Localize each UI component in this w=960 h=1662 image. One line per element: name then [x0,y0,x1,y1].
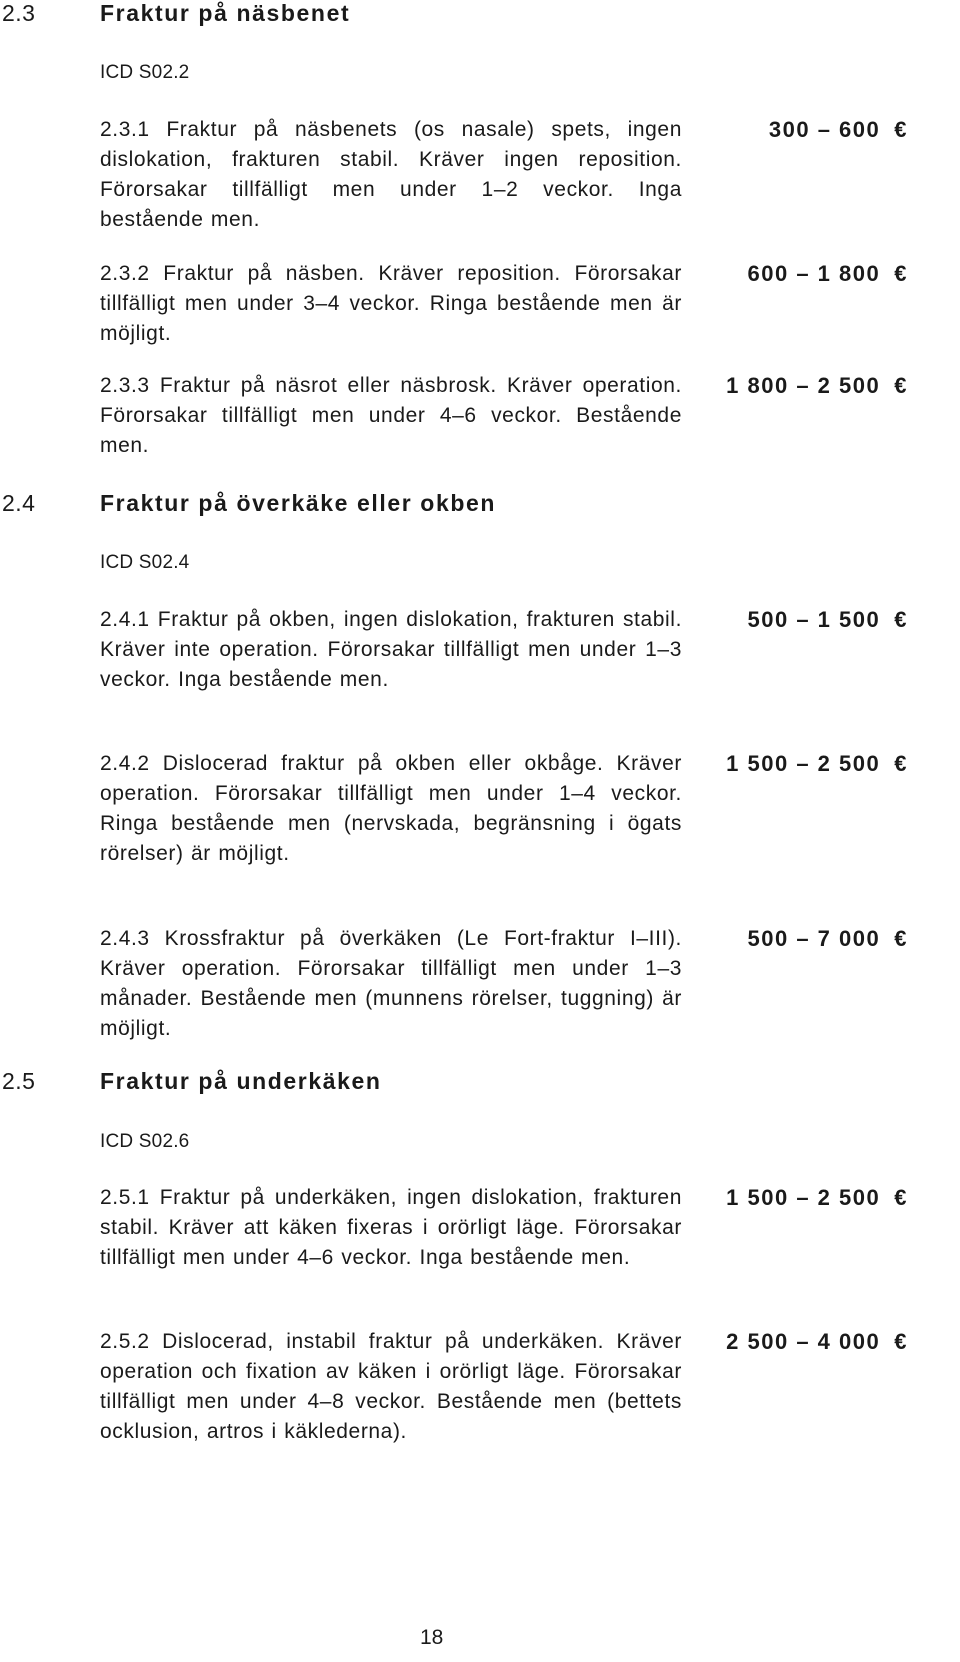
amount-range [726,1185,908,1211]
icd-code: ICD S02.6 [100,1131,190,1152]
euro-icon: € [894,117,908,142]
amount-range [726,1329,908,1355]
euro-icon: € [894,1185,908,1210]
amount-value: 500 – 1 500 [747,607,881,632]
section-number: 2.4 [2,490,36,516]
list-item: 2.3.3 Fraktur på näsrot eller näsbrosk. Kräver operation. Förorsakar tillfälligt men under 4–6 veckor. Bestående men. [100,374,682,457]
list-item: 2.5.1 Fraktur på underkäken, ingen dislokation, frakturen stabil. Kräver att käken fixeras i orörligt läge. Förorsakar tillfälligt men under 4–6 veckor. Inga bestående men. [100,1186,682,1269]
amount-value: 600 – 1 800 [747,261,881,286]
section-title: Fraktur på underkäken [100,1068,382,1094]
amount-value: 2 500 – 4 000 [726,1329,881,1354]
amount-value: 500 – 7 000 [747,926,881,951]
amount-value: 1 800 – 2 500 [726,373,881,398]
page-number: 18 [420,1626,444,1649]
icd-code: ICD S02.2 [100,62,190,83]
euro-icon: € [894,607,908,632]
list-item: 2.4.2 Dislocerad fraktur på okben eller okbåge. Kräver operation. Förorsakar tillfälligt men under 1–4 veckor. Ringa bestående men (nervskada, begränsning i ögats rörelser) är möjligt. [100,752,682,865]
section-number: 2.5 [2,1068,36,1094]
amount-range [726,373,908,399]
amount-range [748,926,908,952]
list-item: 2.4.1 Fraktur på okben, ingen dislokation, frakturen stabil. Kräver inte operation. Förorsakar tillfälligt men under 1–3 veckor. Inga bestående men. [100,608,682,691]
amount-value: 300 – 600 [768,117,881,142]
euro-icon: € [894,373,908,398]
section-number: 2.3 [2,0,36,26]
list-item: 2.3.2 Fraktur på näsben. Kräver reposition. Förorsakar tillfälligt men under 3–4 veckor. Ringa bestående men är möjligt. [100,262,682,345]
amount-value: 1 500 – 2 500 [726,751,881,776]
amount-range [748,607,908,633]
section-title: Fraktur på överkäke eller okben [100,490,497,516]
amount-range [748,261,908,287]
amount-range [769,117,908,143]
icd-code: ICD S02.4 [100,552,190,573]
list-item: 2.5.2 Dislocerad, instabil fraktur på underkäken. Kräver operation och fixation av käken i orörligt läge. Förorsakar tillfälligt men under 4–8 veckor. Bestående men (bettets ocklusion, artros i käklederna). [100,1330,682,1443]
euro-icon: € [894,751,908,776]
euro-icon: € [894,926,908,951]
euro-icon: € [894,1329,908,1354]
euro-icon: € [894,261,908,286]
amount-value: 1 500 – 2 500 [726,1185,881,1210]
list-item: 2.4.3 Krossfraktur på överkäken (Le Fort-fraktur I–III). Kräver operation. Förorsakar tillfälligt men under 1–3 månader. Bestående men (munnens rörelser, tuggning) är möjligt. [100,927,682,1040]
section-title: Fraktur på näsbenet [100,0,351,26]
amount-range [726,751,908,777]
list-item: 2.3.1 Fraktur på näsbenets (os nasale) spets, ingen dislokation, frakturen stabil. Kräver ingen reposition. Förorsakar tillfälligt men under 1–2 veckor. Inga bestående men. [100,118,682,231]
